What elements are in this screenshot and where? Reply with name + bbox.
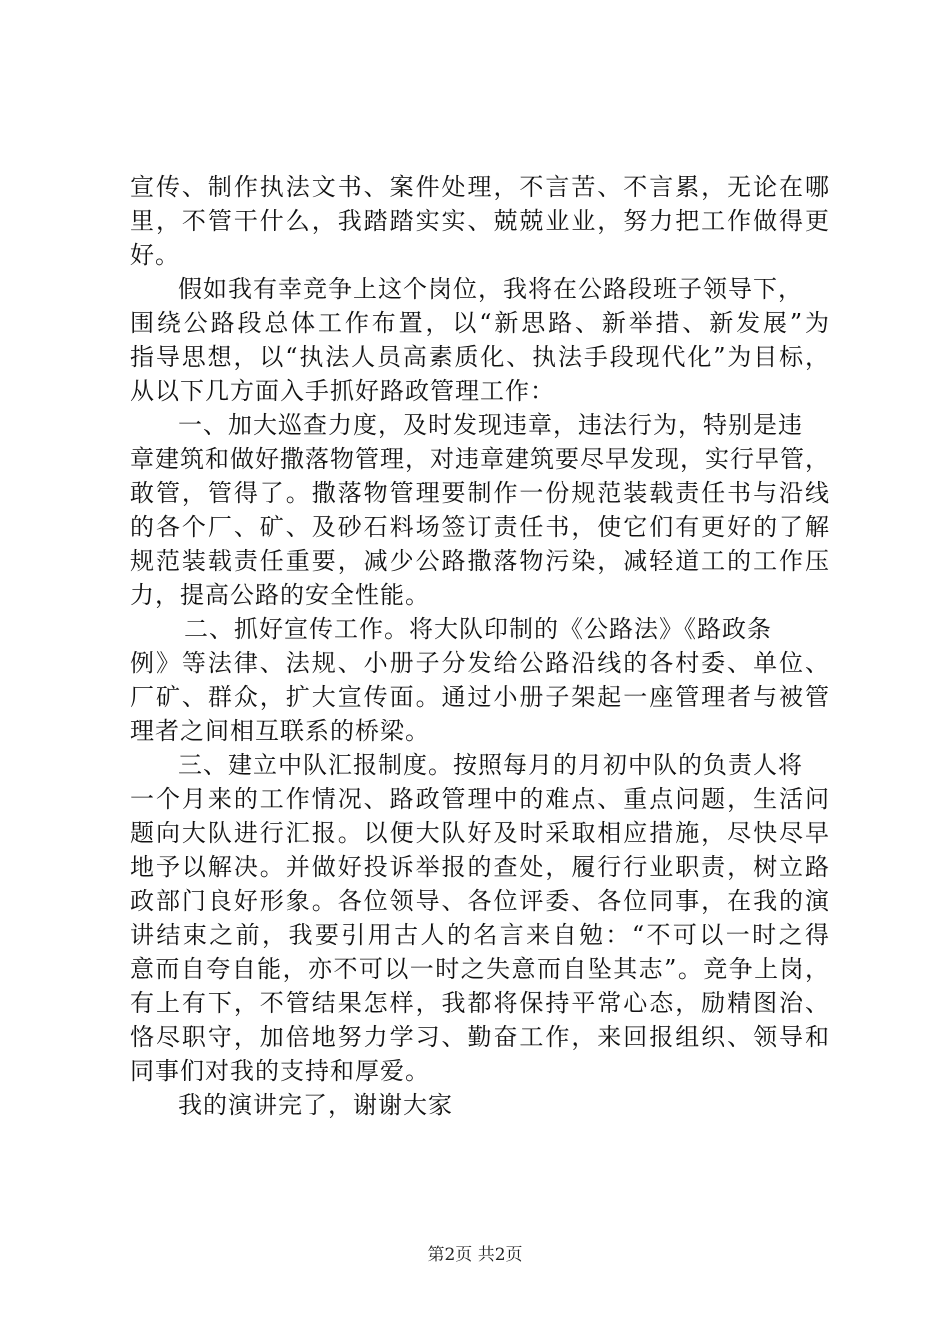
text-line: 一、加大巡查力度，及时发现违章，违法行为，特别是违 [178, 411, 803, 439]
text-line: 从以下几方面入手抓好路政管理工作： [130, 377, 555, 405]
text-line: 我的演讲完了，谢谢大家 [178, 1091, 453, 1119]
text-line: 二、抓好宣传工作。将大队印制的《公路法》《路政条 [184, 615, 772, 643]
text-line: 的各个厂、矿、及砂石料场签订责任书，使它们有更好的了解 [130, 513, 830, 541]
text-line: 围绕公路段总体工作布置，以“新思路、新举措、新发展”为 [130, 309, 830, 337]
page-footer: 第2页 共2页 [427, 1245, 523, 1265]
text-line: 题向大队进行汇报。以便大队好及时采取相应措施，尽快尽早 [130, 819, 830, 847]
text-line: 厂矿、群众，扩大宣传面。通过小册子架起一座管理者与被管 [130, 683, 830, 711]
text-line: 讲结束之前，我要引用古人的名言来自勉：“不可以一时之得 [130, 921, 830, 949]
text-line: 指导思想，以“执法人员高素质化、执法手段现代化”为目标， [130, 343, 830, 371]
text-line: 例》等法律、法规、小册子分发给公路沿线的各村委、单位、 [130, 649, 830, 677]
text-line: 恪尽职守，加倍地努力学习、勤奋工作，来回报组织、领导和 [130, 1023, 830, 1051]
text-line: 一个月来的工作情况、路政管理中的难点、重点问题，生活问 [130, 785, 830, 813]
text-line: 力，提高公路的安全性能。 [130, 581, 430, 609]
text-line: 规范装载责任重要，减少公路撒落物污染，减轻道工的工作压 [130, 547, 830, 575]
document-body [130, 170, 830, 1122]
text-line: 里，不管干什么，我踏踏实实、兢兢业业，努力把工作做得更 [130, 207, 830, 235]
text-line: 敢管，管得了。撒落物管理要制作一份规范装载责任书与沿线 [130, 479, 830, 507]
text-line: 意而自夸自能，亦不可以一时之失意而自坠其志”。竞争上岗， [130, 955, 830, 983]
text-line: 宣传、制作执法文书、案件处理，不言苦、不言累，无论在哪 [130, 173, 830, 201]
text-line: 有上有下，不管结果怎样，我都将保持平常心态，励精图治、 [130, 989, 830, 1017]
text-line: 假如我有幸竞争上这个岗位，我将在公路段班子领导下， [178, 275, 803, 303]
text-line: 同事们对我的支持和厚爱。 [130, 1057, 430, 1085]
text-line: 理者之间相互联系的桥梁。 [130, 717, 430, 745]
text-line: 章建筑和做好撒落物管理，对违章建筑要尽早发现，实行早管， [130, 445, 830, 473]
text-line: 地予以解决。并做好投诉举报的查处，履行行业职责，树立路 [130, 853, 830, 881]
text-line: 好。 [130, 241, 180, 269]
text-line: 三、建立中队汇报制度。按照每月的月初中队的负责人将 [178, 751, 803, 779]
text-line: 政部门良好形象。各位领导、各位评委、各位同事，在我的演 [130, 887, 830, 915]
